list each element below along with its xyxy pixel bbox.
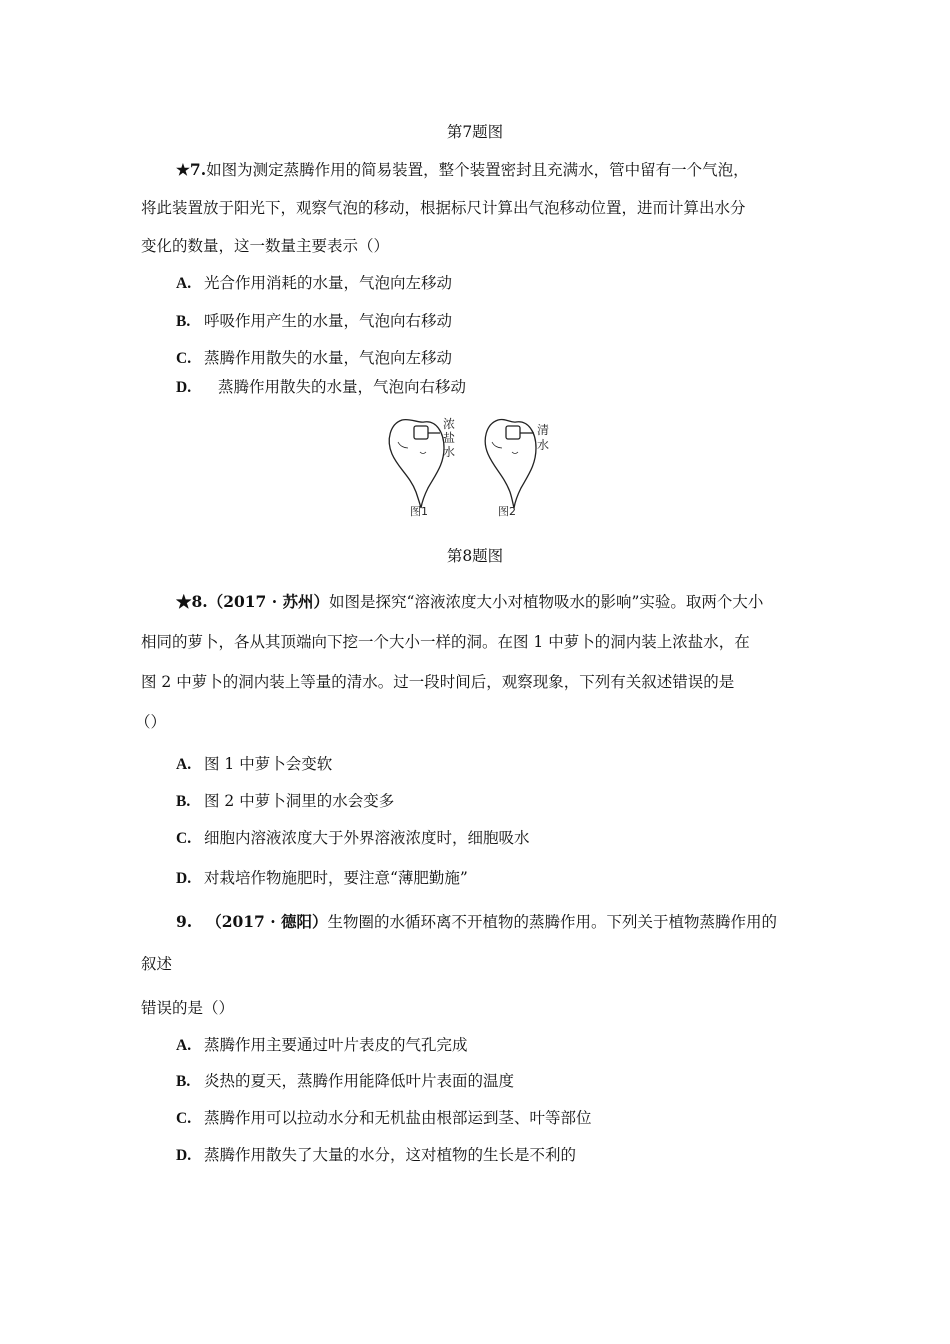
q8-option-c[interactable]: [176, 828, 530, 849]
q9-stem-line3: 错误的是（）: [141, 999, 235, 1017]
q8-figure-caption: 第8题图: [446, 547, 504, 565]
q7-stem-line1: [176, 160, 749, 180]
q8-option-a-label: A.: [176, 756, 192, 773]
q7-figure-caption: 第7题图: [446, 123, 504, 141]
q8-option-b[interactable]: [176, 791, 394, 812]
q8-source: （2017 · 苏州）: [207, 592, 330, 611]
q8-option-d-text: 对栽培作物施肥时，要注意“薄肥勤施”: [204, 869, 468, 887]
q8-number: 8.: [191, 592, 208, 611]
q9-option-a[interactable]: [176, 1035, 468, 1056]
q8-stem-line3: 图 2 中萝卜的洞内装上等量的清水。过一段时间后，观察现象，下列有关叙述错误的是: [141, 673, 735, 691]
q9-stem-text1: 生物圈的水循环离不开植物的蒸腾作用。下列关于植物蒸腾作用的: [327, 913, 778, 931]
q8-option-c-label: C.: [176, 830, 192, 847]
q8-radish-figure: [380, 412, 570, 522]
q8-option-a-text: 图 1 中萝卜会变软: [204, 755, 333, 773]
q9-source: （2017 · 德阳）: [206, 912, 328, 931]
q9-option-d-text: 蒸腾作用散失了大量的水分，这对植物的生长是不利的: [204, 1146, 577, 1164]
q7-option-d-text: 蒸腾作用散失的水量，气泡向右移动: [218, 378, 467, 396]
q7-option-b-label: B.: [176, 313, 191, 330]
q7-number: 7.: [189, 160, 207, 179]
fig1-liquid-char-0: 浓: [443, 417, 456, 431]
q9-option-d[interactable]: [176, 1145, 576, 1166]
q9-option-c[interactable]: [176, 1108, 592, 1129]
q7-option-b-text: 呼吸作用产生的水量，气泡向右移动: [204, 312, 453, 330]
q7-option-b[interactable]: [176, 311, 452, 332]
q7-stem-line3: 变化的数量，这一数量主要表示（）: [141, 237, 390, 255]
q8-option-d-label: D.: [176, 870, 192, 887]
fig1-label: 图1: [410, 505, 428, 518]
q9-stem-line1: [176, 912, 777, 932]
q7-stem-line2: 将此装置放于阳光下，观察气泡的移动，根据标尺计算出气泡移动位置，进而计算出水分: [141, 199, 746, 217]
fig2-label: 图2: [498, 505, 516, 518]
q8-option-b-text: 图 2 中萝卜洞里的水会变多: [204, 792, 395, 810]
q8-stem-text1: 如图是探究“溶液浓度大小对植物吸水的影响”实验。取两个大小: [329, 593, 764, 611]
fig2-liquid-char-1: 水: [537, 438, 550, 452]
fig2-liquid-char-0: 清: [537, 423, 550, 437]
q9-option-d-label: D.: [176, 1147, 192, 1164]
q7-option-c-text: 蒸腾作用散失的水量，气泡向左移动: [204, 349, 453, 367]
q7-option-c[interactable]: [176, 348, 452, 369]
q7-option-a[interactable]: [176, 273, 452, 294]
q7-option-a-label: A.: [176, 275, 192, 292]
q9-option-b-label: B.: [176, 1073, 191, 1090]
q9-option-a-label: A.: [176, 1037, 192, 1054]
q7-stem-text1: 如图为测定蒸腾作用的简易装置，整个装置密封且充满水，管中留有一个气泡，: [206, 161, 749, 179]
q7-star: ★: [176, 160, 190, 179]
q8-option-b-label: B.: [176, 793, 191, 810]
q9-stem-line2: 叙述: [141, 955, 173, 973]
q8-option-a[interactable]: [176, 754, 332, 775]
q9-option-a-text: 蒸腾作用主要通过叶片表皮的气孔完成: [204, 1036, 468, 1054]
q8-option-d[interactable]: [176, 868, 468, 889]
q8-stem-line4: （）: [135, 713, 167, 731]
radish-1-hole: [414, 426, 428, 439]
q7-option-c-label: C.: [176, 350, 192, 367]
q9-option-c-text: 蒸腾作用可以拉动水分和无机盐由根部运到茎、叶等部位: [204, 1109, 592, 1127]
fig1-liquid-char-2: 水: [443, 445, 456, 459]
q8-stem-line1: [176, 592, 763, 612]
fig1-liquid-char-1: 盐: [443, 431, 456, 445]
q9-option-c-label: C.: [176, 1110, 192, 1127]
q8-star: ★: [176, 592, 192, 611]
q7-option-d-label: D.: [176, 379, 192, 396]
q7-option-a-text: 光合作用消耗的水量，气泡向左移动: [204, 274, 453, 292]
q8-stem-line2: 相同的萝卜，各从其顶端向下挖一个大小一样的洞。在图 1 中萝卜的洞内装上浓盐水，在: [141, 633, 750, 651]
radish-2-hole: [506, 426, 520, 439]
q7-option-d[interactable]: [176, 377, 466, 398]
q9-option-b-text: 炎热的夏天，蒸腾作用能降低叶片表面的温度: [204, 1072, 515, 1090]
q9-number: 9.: [176, 912, 193, 931]
q9-option-b[interactable]: [176, 1071, 514, 1092]
q8-option-c-text: 细胞内溶液浓度大于外界溶液浓度时，细胞吸水: [204, 829, 530, 847]
